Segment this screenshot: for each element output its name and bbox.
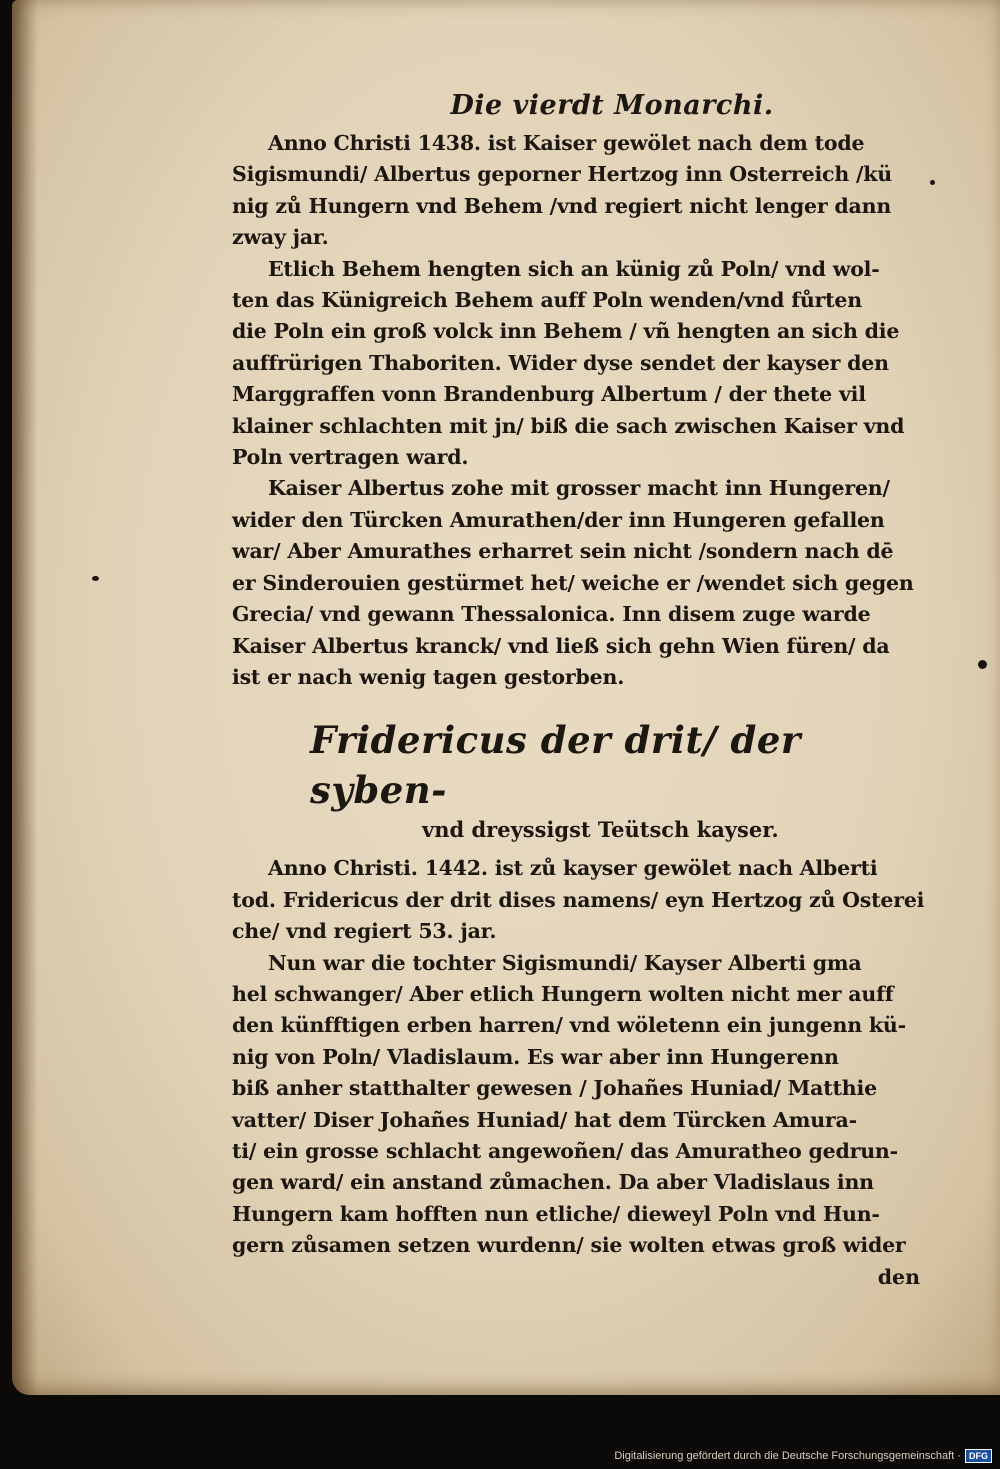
page-gutter-shadow [12, 0, 38, 1395]
ink-spot [92, 576, 99, 581]
text-line: Poln vertragen ward. [232, 445, 469, 470]
paragraphs-2 [232, 853, 932, 1261]
section-title: Fridericus der drit/ der syben- [310, 718, 801, 813]
paragraph [232, 948, 932, 1262]
text-line: ist er nach wenig tagen gestorben. [232, 664, 625, 689]
section-subtitle: vnd dreyssigst Teütsch kayser. [422, 817, 779, 843]
text-line: wider den Türcken Amurathen/der inn Hungeren gefallen [232, 507, 885, 532]
text-line: Nun war die tochter Sigismundi/ Kayser Alberti gma [268, 950, 862, 975]
text-line: klainer schlachten mit jn/ biß die sach zwischen Kaiser vnd [232, 413, 905, 438]
text-line: die Poln ein groß volck inn Behem / vñ hengten an sich die [232, 319, 900, 344]
text-line: Kaiser Albertus kranck/ vnd ließ sich gehn Wien füren/ da [232, 633, 890, 658]
text-line: Sigismundi/ Albertus geporner Hertzog inn Osterreich /kü [232, 162, 892, 187]
paragraph [232, 128, 932, 254]
footer-credit-text: Digitalisierung gefördert durch die Deutsche Forschungsgemeinschaft · [614, 1450, 961, 1462]
text-line: auffrürigen Thaboriten. Wider dyse sendet der kayser den [232, 350, 889, 375]
text-line: nig von Poln/ Vladislaum. Es war aber inn Hungerenn [232, 1044, 839, 1069]
paragraph [232, 473, 932, 693]
text-line: gen ward/ ein anstand zůmachen. Da aber Vladislaus inn [232, 1170, 874, 1195]
text-line: Grecia/ vnd gewann Thessalonica. Inn disem zuge warde [232, 602, 871, 627]
text-line: Kaiser Albertus zohe mit grosser macht inn Hungeren/ [268, 476, 890, 501]
text-line: hel schwanger/ Aber etlich Hungern wolten nicht mer auff [232, 981, 894, 1006]
text-block [232, 86, 932, 1293]
text-line: den künfftigen erben harren/ vnd wöletenn ein jungenn kü- [232, 1013, 906, 1038]
catchword: den [877, 1264, 920, 1289]
text-line: Anno Christi. 1442. ist zů kayser gewölet nach Alberti [268, 856, 878, 881]
text-line: che/ vnd regiert 53. jar. [232, 919, 497, 944]
paragraph [232, 853, 932, 947]
paragraph [232, 254, 932, 474]
text-line: nig zů Hungern vnd Behem /vnd regiert nicht lenger dann [232, 193, 892, 218]
text-line: Hungern kam hofften nun etliche/ dieweyl Poln vnd Hun- [232, 1201, 880, 1226]
paragraphs-1 [232, 128, 932, 693]
text-line: er Sinderouien gestürmet het/ weiche er /wendet sich gegen [232, 570, 914, 595]
text-line: war/ Aber Amurathes erharret sein nicht /sondern nach dē [232, 539, 894, 564]
ink-spot [978, 660, 987, 669]
dfg-logo: DFG [965, 1449, 992, 1463]
text-line: Marggraffen vonn Brandenburg Albertum / der thete vil [232, 382, 866, 407]
text-line: Anno Christi 1438. ist Kaiser gewölet nach dem tode [268, 131, 865, 155]
text-line: Etlich Behem hengten sich an künig zů Poln/ vnd wol- [268, 256, 880, 281]
text-line: tod. Fridericus der drit dises namens/ eyn Hertzog zů Osterei [232, 887, 925, 912]
text-line: gern zůsamen setzen wurdenn/ sie wolten etwas groß wider [232, 1233, 906, 1258]
text-line: vatter/ Diser Johañes Huniad/ hat dem Türcken Amura- [232, 1107, 857, 1132]
text-line: biß anher statthalter gewesen / Johañes Huniad/ Matthie [232, 1076, 877, 1101]
footer-credit [614, 1449, 992, 1463]
running-head: Die vierdt Monarchi. [450, 90, 774, 121]
text-line: ten das Künigreich Behem auff Poln wenden/vnd fůrten [232, 288, 862, 313]
text-line: ti/ ein grosse schlacht angewoñen/ das Amuratheo gedrun- [232, 1138, 898, 1163]
text-line: zway jar. [232, 225, 329, 250]
